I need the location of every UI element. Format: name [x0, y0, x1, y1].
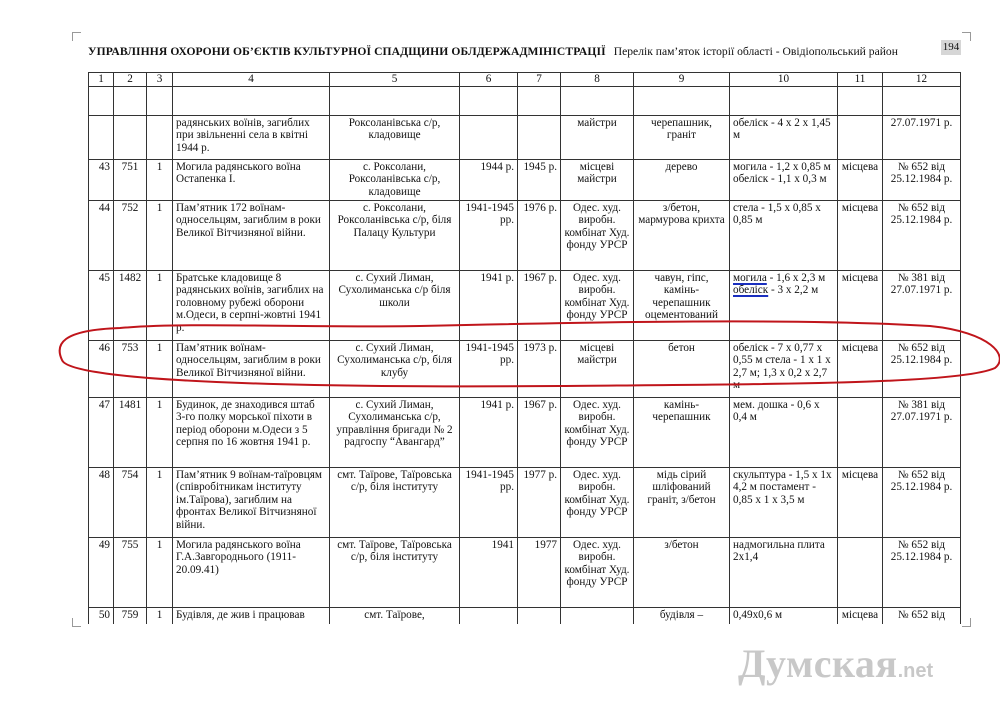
header-subtitle: Перелік пам’яток історії області - Овідіопольський район	[613, 45, 898, 58]
cell-build-date: 1967 р.	[518, 271, 561, 341]
cell-name: Пам’ятник воїнам-односельцям, загиблим в роки Великої Вітчизняної війни.	[173, 341, 330, 398]
table-row	[89, 538, 961, 608]
cell-count: 1	[147, 271, 173, 341]
column-header: 5	[330, 73, 460, 87]
header-organization: УПРАВЛІННЯ ОХОРОНИ ОБ’ЄКТІВ КУЛЬТУРНОЇ СПАДЩИНИ ОБЛДЕРЖАДМІНІСТРАЦІЇ	[88, 45, 606, 58]
cell-author: Одес. худ. виробн. комбінат Худ. фонду УРСР	[561, 201, 634, 271]
cell-author: майстри	[561, 116, 634, 160]
page-number: 194	[942, 41, 960, 53]
cell-number: 47	[89, 398, 114, 468]
cell-material: з/бетон	[634, 538, 730, 608]
cell-dimensions: 0,49х0,6 м	[730, 608, 838, 625]
cell-material: мідь сірий шліфований граніт, з/бетон	[634, 468, 730, 538]
cell-registry-id: 755	[114, 538, 147, 608]
cell-location: с. Сухий Лиман, Сухолиманська с/р біля школи	[330, 271, 460, 341]
cell-material: чавун, гіпс, камінь-черепашник оцементований	[634, 271, 730, 341]
cell-category	[838, 398, 883, 468]
cell-registry-id: 1481	[114, 398, 147, 468]
cell-number: 43	[89, 160, 114, 201]
cell-location: с. Роксолани, Роксоланівська с/р, кладовище	[330, 160, 460, 201]
table-gap-row	[89, 87, 961, 116]
cell-category	[838, 538, 883, 608]
column-header: 4	[173, 73, 330, 87]
cell-location: смт. Таїрове,	[330, 608, 460, 625]
cell-build-date: 1973 р.	[518, 341, 561, 398]
cell-event-date: 1941 р.	[460, 271, 518, 341]
cell-number: 48	[89, 468, 114, 538]
cell-registry-id	[114, 116, 147, 160]
cell-material: дерево	[634, 160, 730, 201]
cell-author: Одес. худ. виробн. комбінат Худ. фонду УРСР	[561, 271, 634, 341]
cell-author: Одес. худ. виробн. комбінат Худ. фонду УРСР	[561, 398, 634, 468]
table-row	[89, 398, 961, 468]
cell-count: 1	[147, 341, 173, 398]
cell-event-date	[460, 608, 518, 625]
column-header: 2	[114, 73, 147, 87]
cell-dimensions: обеліск - 4 х 2 х 1,45 м	[730, 116, 838, 160]
cell-event-date: 1941-1945 рр.	[460, 341, 518, 398]
cell-registry-id: 751	[114, 160, 147, 201]
cell-material: камінь-черепашник	[634, 398, 730, 468]
cell-category: місцева	[838, 271, 883, 341]
column-header: 10	[730, 73, 838, 87]
table-row	[89, 468, 961, 538]
cell-count: 1	[147, 468, 173, 538]
cell-location: с. Сухий Лиман, Сухолиманська с/р, біля клубу	[330, 341, 460, 398]
column-header: 12	[883, 73, 961, 87]
column-header: 8	[561, 73, 634, 87]
cell-registry-id: 752	[114, 201, 147, 271]
cell-category: місцева	[838, 201, 883, 271]
cell-author: місцеві майстри	[561, 160, 634, 201]
cell-dimensions: обеліск - 7 х 0,77 х 0,55 м стела - 1 х 1 х 2,7 м; 1,3 х 0,2 х 2,7 м	[730, 341, 838, 398]
document-header	[88, 42, 958, 60]
crop-mark-bottom-right	[962, 618, 971, 627]
watermark-main: Думская	[738, 641, 898, 686]
cell-count: 1	[147, 538, 173, 608]
cell-event-date	[460, 116, 518, 160]
cell-decision: № 652 від 25.12.1984 р.	[883, 538, 961, 608]
cell-name: Будівля, де жив і працював	[173, 608, 330, 625]
cell-category: місцева	[838, 160, 883, 201]
cell-author: Одес. худ. виробн. комбінат Худ. фонду УРСР	[561, 468, 634, 538]
cell-registry-id: 753	[114, 341, 147, 398]
cell-location: смт. Таїрове, Таїровська с/р, біля інституту	[330, 538, 460, 608]
cell-build-date: 1945 р.	[518, 160, 561, 201]
cell-author: Одес. худ. виробн. комбінат Худ. фонду УРСР	[561, 538, 634, 608]
cell-location: с. Роксолани, Роксоланівська с/р, біля Палацу Культури	[330, 201, 460, 271]
cell-number: 45	[89, 271, 114, 341]
cell-build-date: 1977 р.	[518, 468, 561, 538]
column-header: 3	[147, 73, 173, 87]
column-header: 11	[838, 73, 883, 87]
cell-event-date: 1941	[460, 538, 518, 608]
table-row	[89, 271, 961, 341]
cell-decision: № 381 від 27.07.1971 р.	[883, 398, 961, 468]
cell-event-date: 1941 р.	[460, 398, 518, 468]
cell-dimensions: скульптура - 1,5 х 1х 4,2 м постамент - 0,85 х 1 х 3,5 м	[730, 468, 838, 538]
crop-mark-top-left	[72, 32, 81, 41]
table-row	[89, 116, 961, 160]
underlined-term: могила	[733, 272, 767, 284]
table-row	[89, 608, 961, 625]
cell-number: 50	[89, 608, 114, 625]
cell-count	[147, 116, 173, 160]
cell-name: Могила радянського воїна Г.А.Завгороднього (1911-20.09.41)	[173, 538, 330, 608]
cell-build-date: 1977	[518, 538, 561, 608]
column-header: 7	[518, 73, 561, 87]
cell-location: с. Сухий Лиман, Сухолиманська с/р, управління бригади № 2 радгоспу “Авангард”	[330, 398, 460, 468]
cell-number: 46	[89, 341, 114, 398]
cell-category: місцева	[838, 468, 883, 538]
cell-material: бетон	[634, 341, 730, 398]
cell-location: Роксоланівська с/р, кладовище	[330, 116, 460, 160]
cell-count: 1	[147, 398, 173, 468]
cell-number: 44	[89, 201, 114, 271]
cell-author: місцеві майстри	[561, 341, 634, 398]
cell-category: місцева	[838, 341, 883, 398]
cell-name: Братське кладовище 8 радянських воїнів, загиблих на головному рубежі оборони м.Одеси, в серпні-жовтні 1941 р.	[173, 271, 330, 341]
column-header: 1	[89, 73, 114, 87]
column-header: 9	[634, 73, 730, 87]
cell-dimensions	[730, 271, 838, 341]
crop-mark-bottom-left	[72, 618, 81, 627]
watermark-suffix: .net	[897, 660, 934, 682]
cell-build-date	[518, 608, 561, 625]
cell-location: смт. Таїрове, Таїровська с/р, біля інституту	[330, 468, 460, 538]
monuments-table	[88, 72, 961, 624]
cell-event-date: 1944 р.	[460, 160, 518, 201]
table-row-highlighted	[89, 341, 961, 398]
cell-category: місцева	[838, 608, 883, 625]
cell-dimensions: могила - 1,2 х 0,85 м обеліск - 1,1 х 0,3 м	[730, 160, 838, 201]
cell-decision: № 652 від 25.12.1984 р.	[883, 468, 961, 538]
cell-name: Могила радянського воїна Остапенка І.	[173, 160, 330, 201]
cell-build-date	[518, 116, 561, 160]
cell-count: 1	[147, 201, 173, 271]
cell-name: радянських воїнів, загиблих при звільненні села в квітні 1944 р.	[173, 116, 330, 160]
cell-count: 1	[147, 160, 173, 201]
cell-decision: № 652 від 25.12.1984 р.	[883, 160, 961, 201]
cell-author	[561, 608, 634, 625]
cell-decision: № 652 від 25.12.1984 р.	[883, 341, 961, 398]
table-row	[89, 201, 961, 271]
cell-material: з/бетон, мармурова крихта	[634, 201, 730, 271]
cell-name: Будинок, де знаходився штаб 3-го полку морської піхоти в період оборони м.Одеси з 5 серпня по 16 жовтня 1941 р.	[173, 398, 330, 468]
cell-decision: 27.07.1971 р.	[883, 116, 961, 160]
crop-mark-top-right	[962, 32, 971, 41]
cell-category	[838, 116, 883, 160]
cell-dimensions: стела - 1,5 х 0,85 х 0,85 м	[730, 201, 838, 271]
dimension-value: - 1,6 х 2,3 м	[766, 272, 826, 284]
cell-build-date: 1967 р.	[518, 398, 561, 468]
cell-build-date: 1976 р.	[518, 201, 561, 271]
table-row	[89, 160, 961, 201]
cell-count: 1	[147, 608, 173, 625]
cell-material: черепашник, граніт	[634, 116, 730, 160]
cell-decision: № 381 від 27.07.1971 р.	[883, 271, 961, 341]
cell-name: Пам’ятник 172 воїнам-односельцям, загиблим в роки Великої Вітчизняної війни.	[173, 201, 330, 271]
cell-dimensions: мем. дошка - 0,6 х 0,4 м	[730, 398, 838, 468]
dimension-value: - 3 х 2,2 м	[768, 284, 819, 297]
cell-number: 49	[89, 538, 114, 608]
cell-event-date: 1941-1945 рр.	[460, 468, 518, 538]
column-header: 6	[460, 73, 518, 87]
cell-dimensions: надмогильна плита 2х1,4	[730, 538, 838, 608]
cell-registry-id: 759	[114, 608, 147, 625]
column-number-row	[89, 73, 961, 87]
cell-number	[89, 116, 114, 160]
cell-decision: № 652 від	[883, 608, 961, 625]
cell-decision: № 652 від 25.12.1984 р.	[883, 201, 961, 271]
cell-material: будівля –	[634, 608, 730, 625]
cell-name: Пам’ятник 9 воїнам-таїровцям (співробітникам інституту ім.Таїрова), загиблим на фронтах Великої Вітчизняної війни.	[173, 468, 330, 538]
site-watermark-logo	[738, 640, 976, 686]
cell-registry-id: 754	[114, 468, 147, 538]
underlined-term: обеліск	[733, 284, 769, 297]
cell-event-date: 1941-1945 рр.	[460, 201, 518, 271]
cell-registry-id: 1482	[114, 271, 147, 341]
